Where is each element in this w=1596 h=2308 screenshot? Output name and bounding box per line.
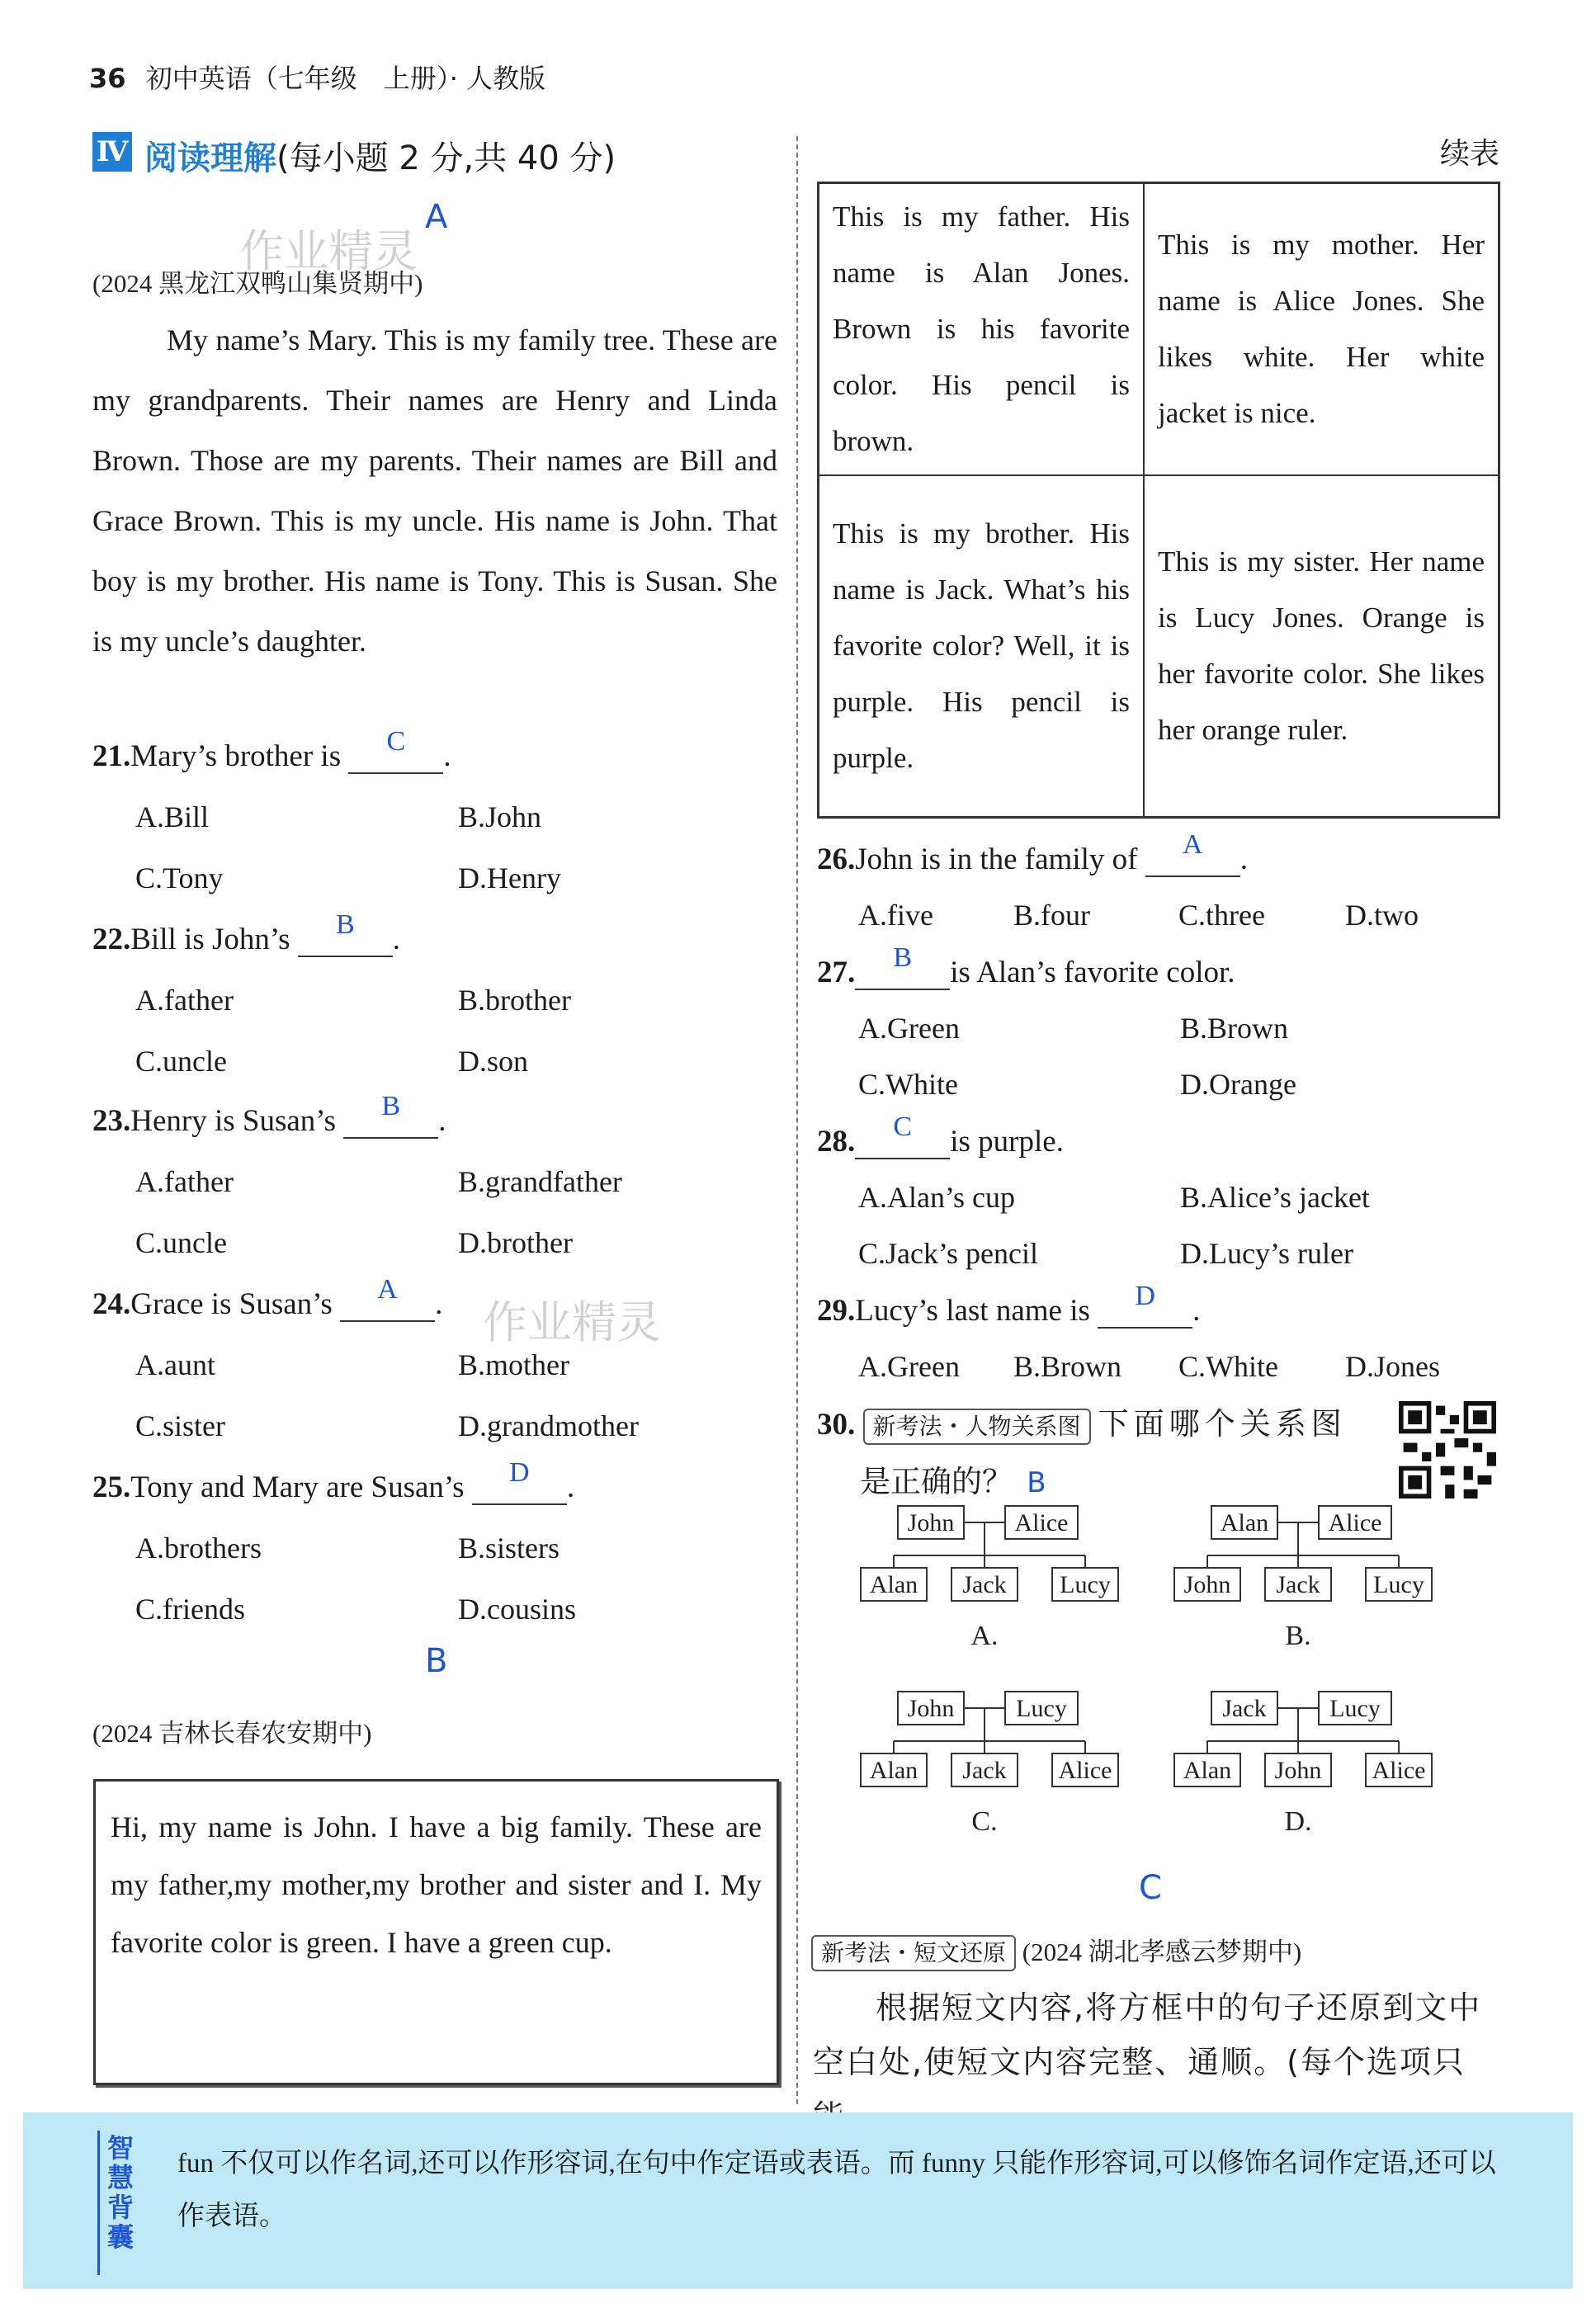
tip-text: fun 不仅可以作名词,还可以作形容词,在句中作定语或表语。而 funny 只能作形容词,可以修饰名词作定语,还可以作表语。 <box>177 2149 1496 2231</box>
option: B.Brown <box>1013 1350 1122 1383</box>
question-stem: Lucy’s last name is <box>855 1294 1090 1328</box>
child-name: Alan <box>869 1571 918 1598</box>
option: C.White <box>1178 1350 1278 1383</box>
option: C.friends <box>135 1593 245 1626</box>
option: A.Alan’s cup <box>858 1181 1015 1214</box>
qr-code-icon[interactable] <box>1399 1401 1496 1499</box>
part-c-label: C <box>1139 1869 1162 1907</box>
part-c-header <box>811 1931 1301 1971</box>
question-26 <box>817 829 1248 877</box>
relationship-diagram <box>861 1506 1118 1651</box>
answer-blank <box>348 726 443 774</box>
option: D.cousins <box>458 1593 576 1626</box>
question-number: 26. <box>817 842 856 876</box>
table-cell: This is my father. His name is Alan Jones. Brown is his favorite color. His pencil is brown. <box>819 183 1145 476</box>
question-number: 28. <box>817 1125 856 1159</box>
question-22 <box>92 909 401 957</box>
question-stem: Tony and Mary are Susan’s <box>130 1470 465 1504</box>
option: B.mother <box>458 1348 569 1381</box>
answer: C <box>386 726 406 757</box>
part-a-source: (2024 黑龙江双鸭山集贤期中) <box>92 269 423 298</box>
parent-name: John <box>907 1509 955 1536</box>
question-25 <box>92 1457 575 1505</box>
relationship-diagram <box>1174 1692 1432 1837</box>
question-end: . <box>392 923 401 956</box>
question-23 <box>92 1091 446 1139</box>
question-end: . <box>1192 1294 1201 1328</box>
option: B.Brown <box>1180 1012 1289 1045</box>
option: A.brothers <box>135 1532 262 1565</box>
part-b-intro: Hi, my name is John. I have a big family. These are my father,my mother,my brother and sister and I. My favorite color is green. I have a green cup. <box>111 1810 762 1959</box>
part-a-passage: My name’s Mary. This is my family tree. These are my grandparents. Their names are Henry and Linda Brown. Those are my parents. Their names are Bill and Grace Brown. This is my uncle. His name is John. That boy is my brother. His name is Tony. This is Susan. She is my uncle’s daughter. <box>92 323 777 658</box>
answer: C <box>893 1112 913 1142</box>
answer: D <box>509 1457 530 1488</box>
option: A.aunt <box>135 1348 215 1381</box>
question-stem: Mary’s brother is <box>130 739 342 773</box>
question-number: 29. <box>817 1294 856 1328</box>
question-number: 21. <box>92 739 131 773</box>
relationship-diagram <box>1174 1506 1432 1651</box>
table-cell: This is my mother. Her name is Alice Jones. She likes white. Her white jacket is nice. <box>1144 183 1499 476</box>
part-b-intro-box <box>93 1779 779 2085</box>
child-name: Jack <box>1276 1571 1320 1598</box>
page-header <box>89 58 545 96</box>
question-stem: John is in the family of <box>855 842 1138 876</box>
answer-blank <box>343 1091 438 1139</box>
diagram-option-label: B. <box>1285 1621 1311 1651</box>
child-name: John <box>1274 1757 1322 1784</box>
parent-name: John <box>907 1695 955 1722</box>
option: C.sister <box>135 1409 226 1442</box>
child-name: Jack <box>962 1757 1007 1784</box>
question-end: . <box>443 739 451 773</box>
option: A.father <box>135 1165 234 1198</box>
answer: B <box>381 1091 401 1121</box>
question-29 <box>817 1281 1201 1329</box>
part-c-instructions: 根据短文内容,将方框中的句子还原到文中空白处,使短文内容完整、通顺。(每个选项只 <box>813 1989 1482 2080</box>
option: B.brother <box>458 984 571 1017</box>
option: B.four <box>1013 899 1090 932</box>
tip-badge: 智慧背囊 <box>107 2132 135 2253</box>
column-divider <box>796 136 798 2104</box>
option: B.Alice’s jacket <box>1180 1181 1370 1214</box>
watermark: 作业精灵 <box>239 225 418 277</box>
answer: A <box>377 1274 398 1305</box>
option: C.Tony <box>135 861 224 894</box>
parent-name: Alan <box>1220 1509 1269 1536</box>
question-end: . <box>1239 842 1248 876</box>
answer-blank <box>855 1112 950 1159</box>
option: D.Orange <box>1180 1068 1296 1101</box>
child-name: Lucy <box>1373 1571 1424 1598</box>
answer-blank <box>472 1457 567 1505</box>
section-points: (每小题 2 分,共 40 分) <box>276 139 616 177</box>
section-number-icon: Ⅳ <box>92 132 132 172</box>
answer-blank <box>855 942 950 990</box>
diagram-option-label: D. <box>1284 1806 1312 1837</box>
option: C.Jack’s pencil <box>858 1237 1038 1270</box>
option: A.Bill <box>135 800 210 833</box>
option: B.John <box>458 800 542 833</box>
child-name: Jack <box>962 1571 1007 1598</box>
parent-name: Lucy <box>1329 1695 1381 1722</box>
diagram-option-label: C. <box>971 1806 998 1837</box>
question-24 <box>92 1274 443 1322</box>
parent-name: Alice <box>1014 1509 1069 1536</box>
table-row <box>819 183 1499 476</box>
diagram-option-label: A. <box>970 1621 999 1651</box>
tip-accent-bar <box>97 2131 100 2275</box>
question-end: . <box>438 1104 446 1138</box>
child-name: Alan <box>869 1757 918 1784</box>
option: A.Green <box>858 1350 960 1383</box>
question-number: 22. <box>92 923 131 956</box>
question-stem-2: 是正确的？ <box>860 1466 1013 1499</box>
option: D.Lucy’s ruler <box>1180 1237 1353 1270</box>
option: D.Henry <box>458 861 561 894</box>
question-number: 24. <box>92 1287 131 1321</box>
child-name: Alan <box>1183 1757 1232 1784</box>
part-b-source: (2024 吉林长春农安期中) <box>92 1719 372 1748</box>
question-number: 23. <box>92 1104 131 1138</box>
option: C.White <box>858 1068 958 1101</box>
section-title <box>144 132 616 179</box>
option: C.uncle <box>135 1226 227 1259</box>
option: A.Green <box>858 1012 960 1045</box>
relationship-diagrams <box>825 1489 1485 1861</box>
question-stem: 下面哪个关系图 <box>1098 1408 1347 1442</box>
section-title-text: 阅读理解 <box>144 139 276 177</box>
question-30 <box>817 1399 1347 1445</box>
answer: B <box>335 909 355 940</box>
family-table <box>817 182 1500 819</box>
question-end: is purple. <box>950 1125 1064 1159</box>
answer-blank <box>1145 829 1240 877</box>
child-name: Alice <box>1372 1757 1426 1784</box>
option: A.father <box>135 984 234 1017</box>
method-tag: 新考法・短文还原 <box>811 1935 1016 1971</box>
child-name: Lucy <box>1060 1571 1111 1598</box>
method-tag: 新考法・人物关系图 <box>863 1409 1091 1445</box>
question-stem: Grace is Susan’s <box>130 1287 333 1321</box>
answer: A <box>1182 829 1203 860</box>
question-21 <box>92 726 451 774</box>
table-cell: This is my brother. His name is Jack. What’s his favorite color? Well, it is purple. His pencil is purple. <box>819 475 1145 818</box>
option: D.brother <box>458 1226 573 1259</box>
page-number: 36 <box>89 63 126 94</box>
question-end: is Alan’s favorite color. <box>950 956 1235 989</box>
option: C.three <box>1178 899 1265 932</box>
watermark-2: 作业精灵 <box>483 1296 661 1348</box>
option: D.two <box>1345 899 1419 932</box>
question-number: 30. <box>817 1408 856 1442</box>
child-name: John <box>1183 1571 1231 1598</box>
answer: B <box>1027 1466 1046 1499</box>
part-a-label: A <box>425 198 448 236</box>
option: B.grandfather <box>458 1165 622 1198</box>
relationship-diagram <box>861 1692 1118 1837</box>
answer: D <box>1135 1281 1155 1311</box>
child-name: Alice <box>1058 1757 1112 1784</box>
question-27 <box>817 942 1235 990</box>
question-number: 25. <box>92 1470 131 1504</box>
part-b-label: B <box>425 1642 448 1680</box>
part-c-source: (2024 湖北孝感云梦期中) <box>1022 1937 1302 1966</box>
question-stem: Bill is John’s <box>130 923 290 956</box>
option: D.Jones <box>1345 1350 1440 1383</box>
question-end: . <box>566 1470 575 1504</box>
parent-name: Lucy <box>1016 1695 1067 1722</box>
parent-name: Alice <box>1328 1509 1382 1536</box>
option: D.son <box>458 1045 529 1078</box>
question-end: . <box>435 1287 443 1321</box>
parent-name: Jack <box>1222 1695 1267 1722</box>
option: B.sisters <box>458 1532 560 1565</box>
question-number: 27. <box>817 956 856 989</box>
question-stem: Henry is Susan’s <box>130 1104 336 1138</box>
continued-label: 续表 <box>1440 137 1500 171</box>
table-cell: This is my sister. Her name is Lucy Jones. Orange is her favorite color. She likes her orange ruler. <box>1144 475 1499 818</box>
option: D.grandmother <box>458 1409 639 1442</box>
answer-blank <box>1098 1281 1192 1329</box>
answer-blank <box>340 1274 435 1322</box>
answer: B <box>893 942 913 973</box>
book-title: 初中英语（七年级 上册）· 人教版 <box>145 63 546 94</box>
answer-blank <box>298 909 393 957</box>
table-row <box>819 475 1499 818</box>
question-28 <box>817 1112 1064 1159</box>
option: C.uncle <box>135 1045 227 1078</box>
option: A.five <box>858 899 933 932</box>
